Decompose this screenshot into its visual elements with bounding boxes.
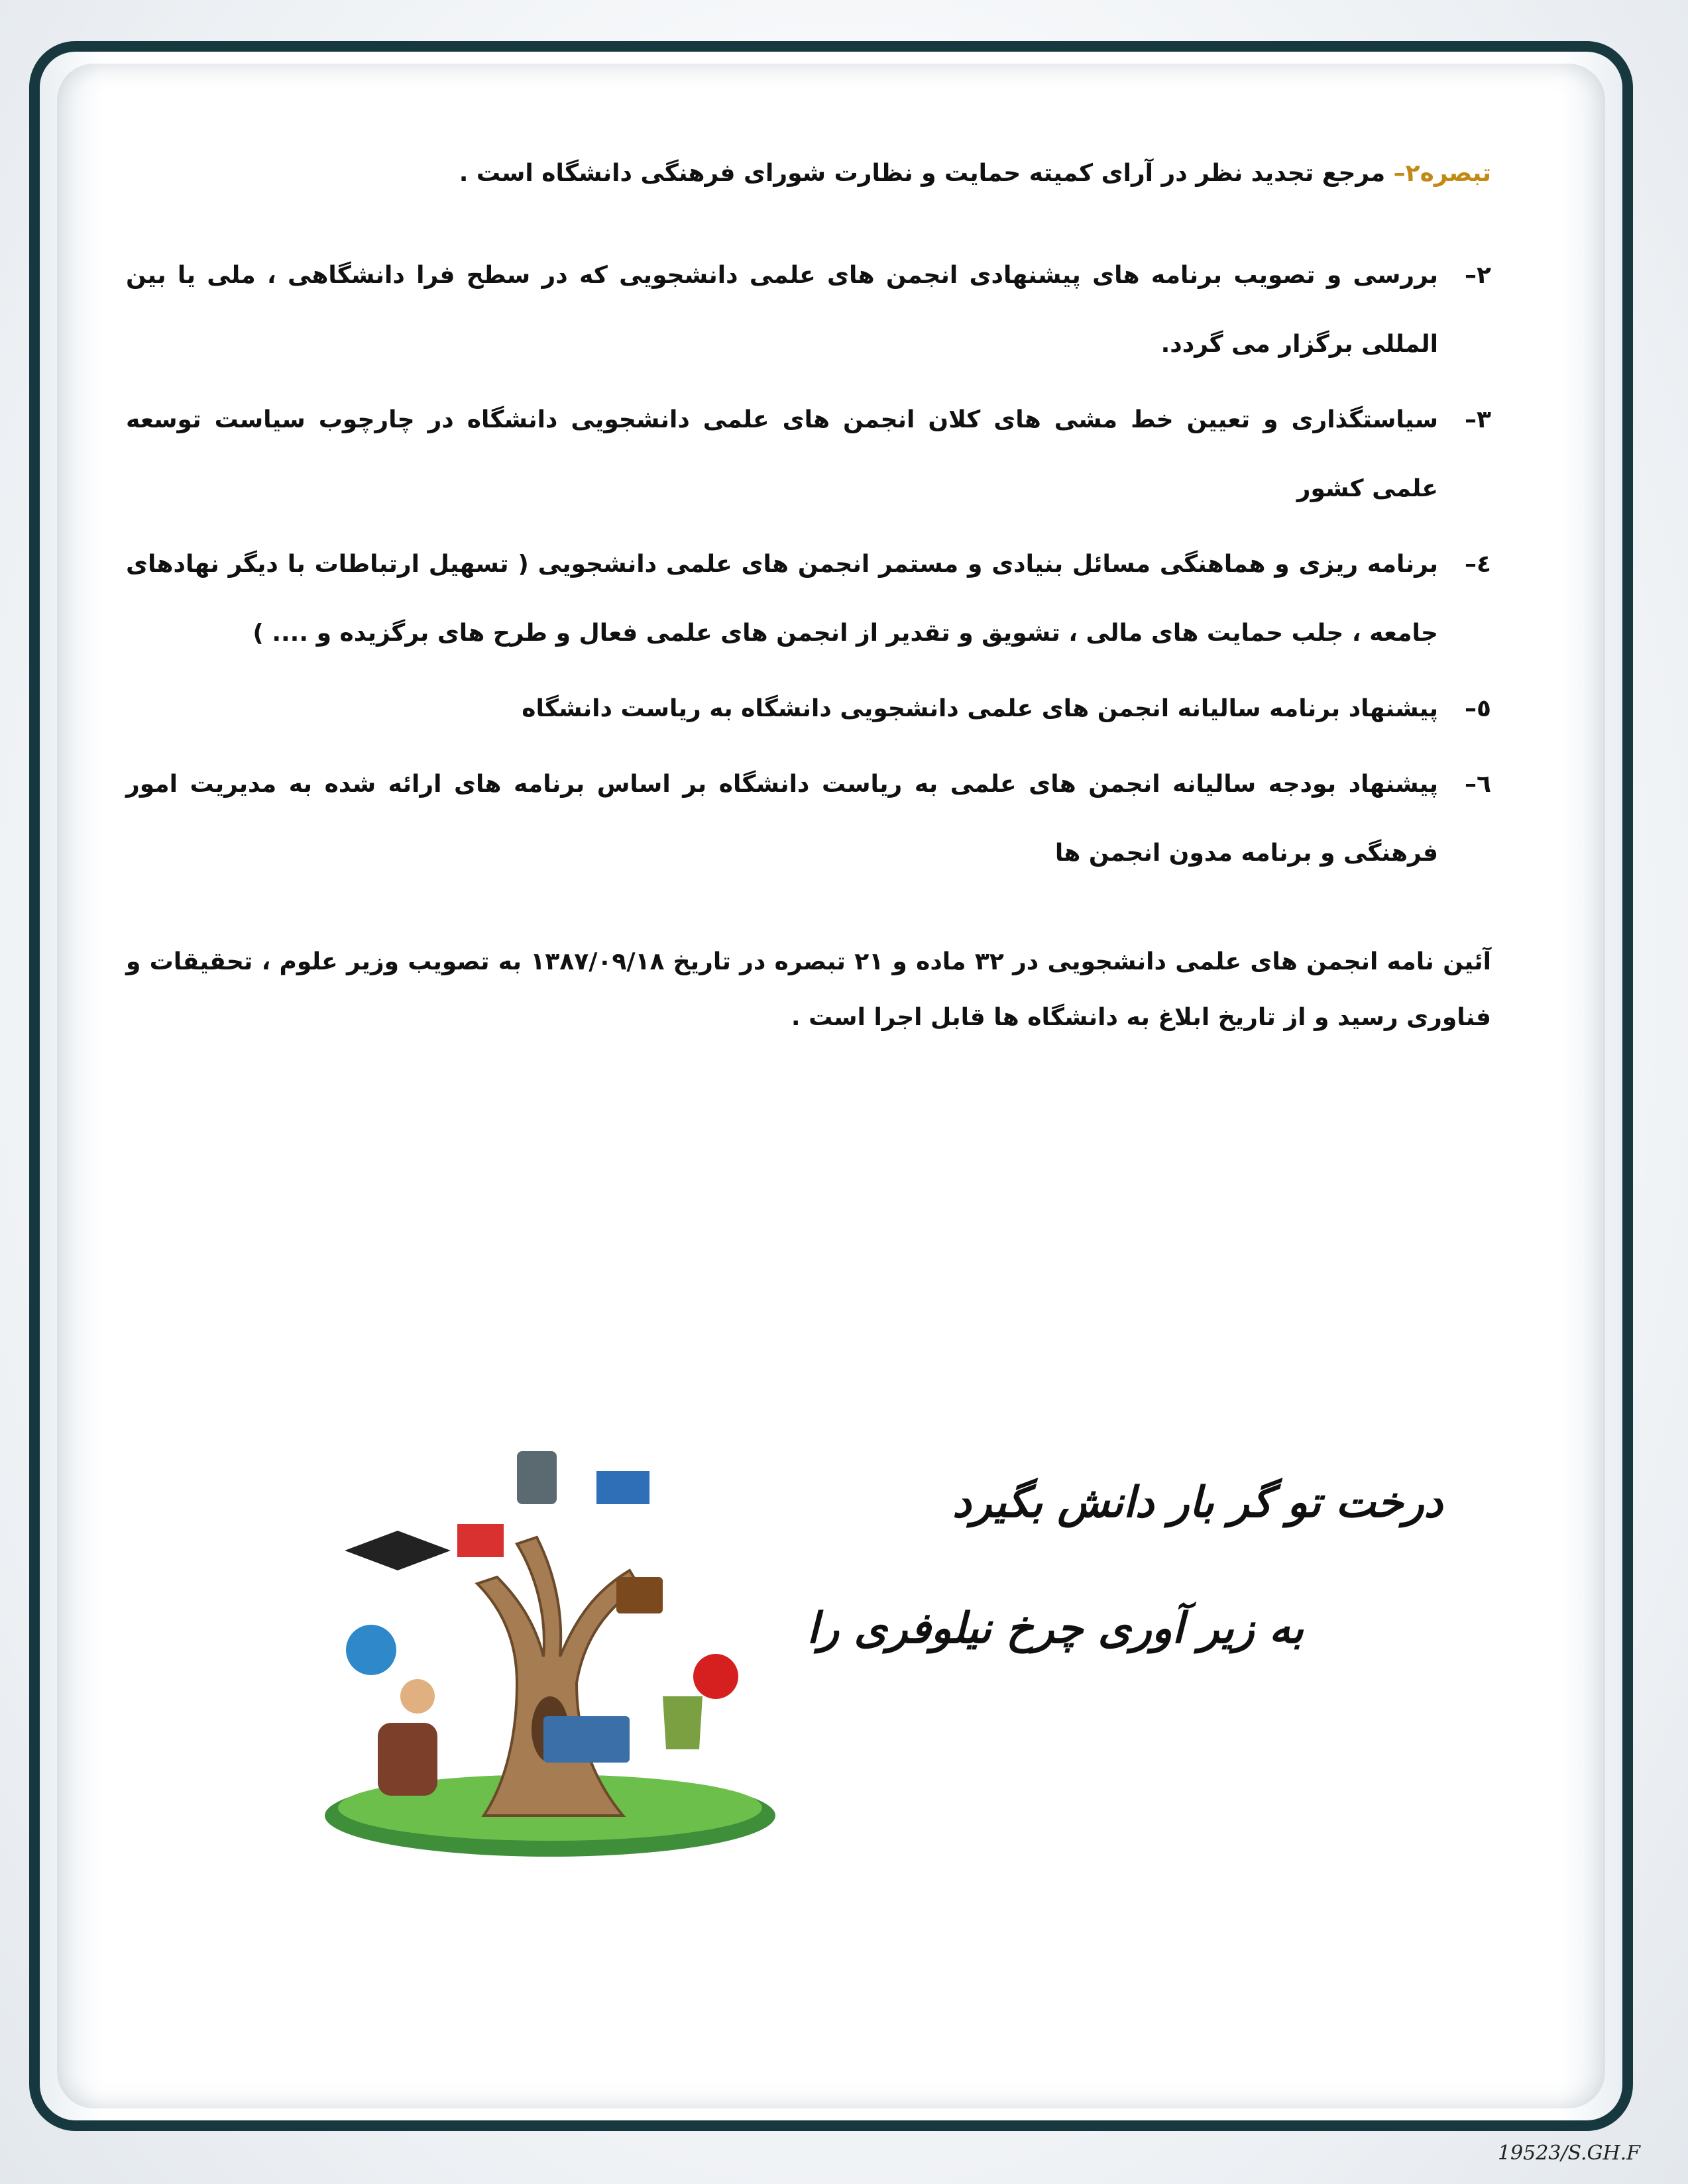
- list-item: [126, 241, 1491, 379]
- item-text: بررسی و تصویب برنامه های پیشنهادی انجمن های علمی دانشجویی که در سطح فرا دانشگاهی ، ملی یا بین المللی برگزار می گردد.: [126, 262, 1438, 358]
- list-item: [126, 750, 1491, 888]
- note-text: مرجع تجدید نظر در آرای کمیته حمایت و نظارت شورای فرهنگی دانشگاه است .: [459, 160, 1386, 187]
- item-text: پیشنهاد برنامه سالیانه انجمن های علمی دانشجویی دانشگاه به ریاست دانشگاه: [522, 695, 1438, 722]
- item-text: برنامه ریزی و هماهنگی مسائل بنیادی و مستمر انجمن های علمی دانشجویی ( تسهیل ارتباطات با دیگر نهادهای جامعه ، جلب حمایت های مالی ، تشویق و تقدیر از انجمن های علمی فعال و طرح های برگزیده و .... ): [126, 551, 1438, 647]
- item-number: ۲–: [1465, 262, 1491, 289]
- list-item: [126, 386, 1491, 523]
- item-number: ٥–: [1465, 695, 1491, 722]
- document-body: [126, 152, 1491, 1069]
- item-number: ۳–: [1465, 406, 1491, 433]
- item-text: سیاستگذاری و تعیین خط مشی های کلان انجمن های علمی دانشجویی دانشگاه در چارچوب سیاست توسعه علمی کشور: [126, 406, 1438, 502]
- list-item: [126, 530, 1491, 668]
- item-number: ٦–: [1465, 771, 1491, 798]
- list-item: [126, 675, 1491, 743]
- knowledge-tree-illustration: [318, 1445, 782, 1869]
- approval-paragraph: آئین نامه انجمن های علمی دانشجویی در ۳۲ ماده و ۲۱ تبصره در تاریخ ۱۳۸۷/۰۹/۱۸ به تصویب وزیر علوم ، تحقیقات و فناوری رسید و از تاریخ ابلاغ به دانشگاه ها قابل اجرا است .: [126, 948, 1492, 1031]
- document-code: 19523/S.GH.F: [1497, 2142, 1640, 2165]
- item-text: پیشنهاد بودجه سالیانه انجمن های علمی به ریاست دانشگاه بر اساس برنامه های ارائه شده به مدیریت امور فرهنگی و برنامه مدون انجمن ها: [126, 771, 1438, 867]
- note-label: تبصره۲–: [1393, 160, 1491, 187]
- poem-line-2: به زیر آوری چرخ نیلوفری را: [807, 1604, 1304, 1653]
- poem-line-1: درخت تو گر بار دانش بگیرد: [952, 1478, 1443, 1527]
- item-number: ٤–: [1465, 551, 1491, 578]
- duties-list: [126, 241, 1491, 888]
- note-paragraph: [126, 152, 1491, 195]
